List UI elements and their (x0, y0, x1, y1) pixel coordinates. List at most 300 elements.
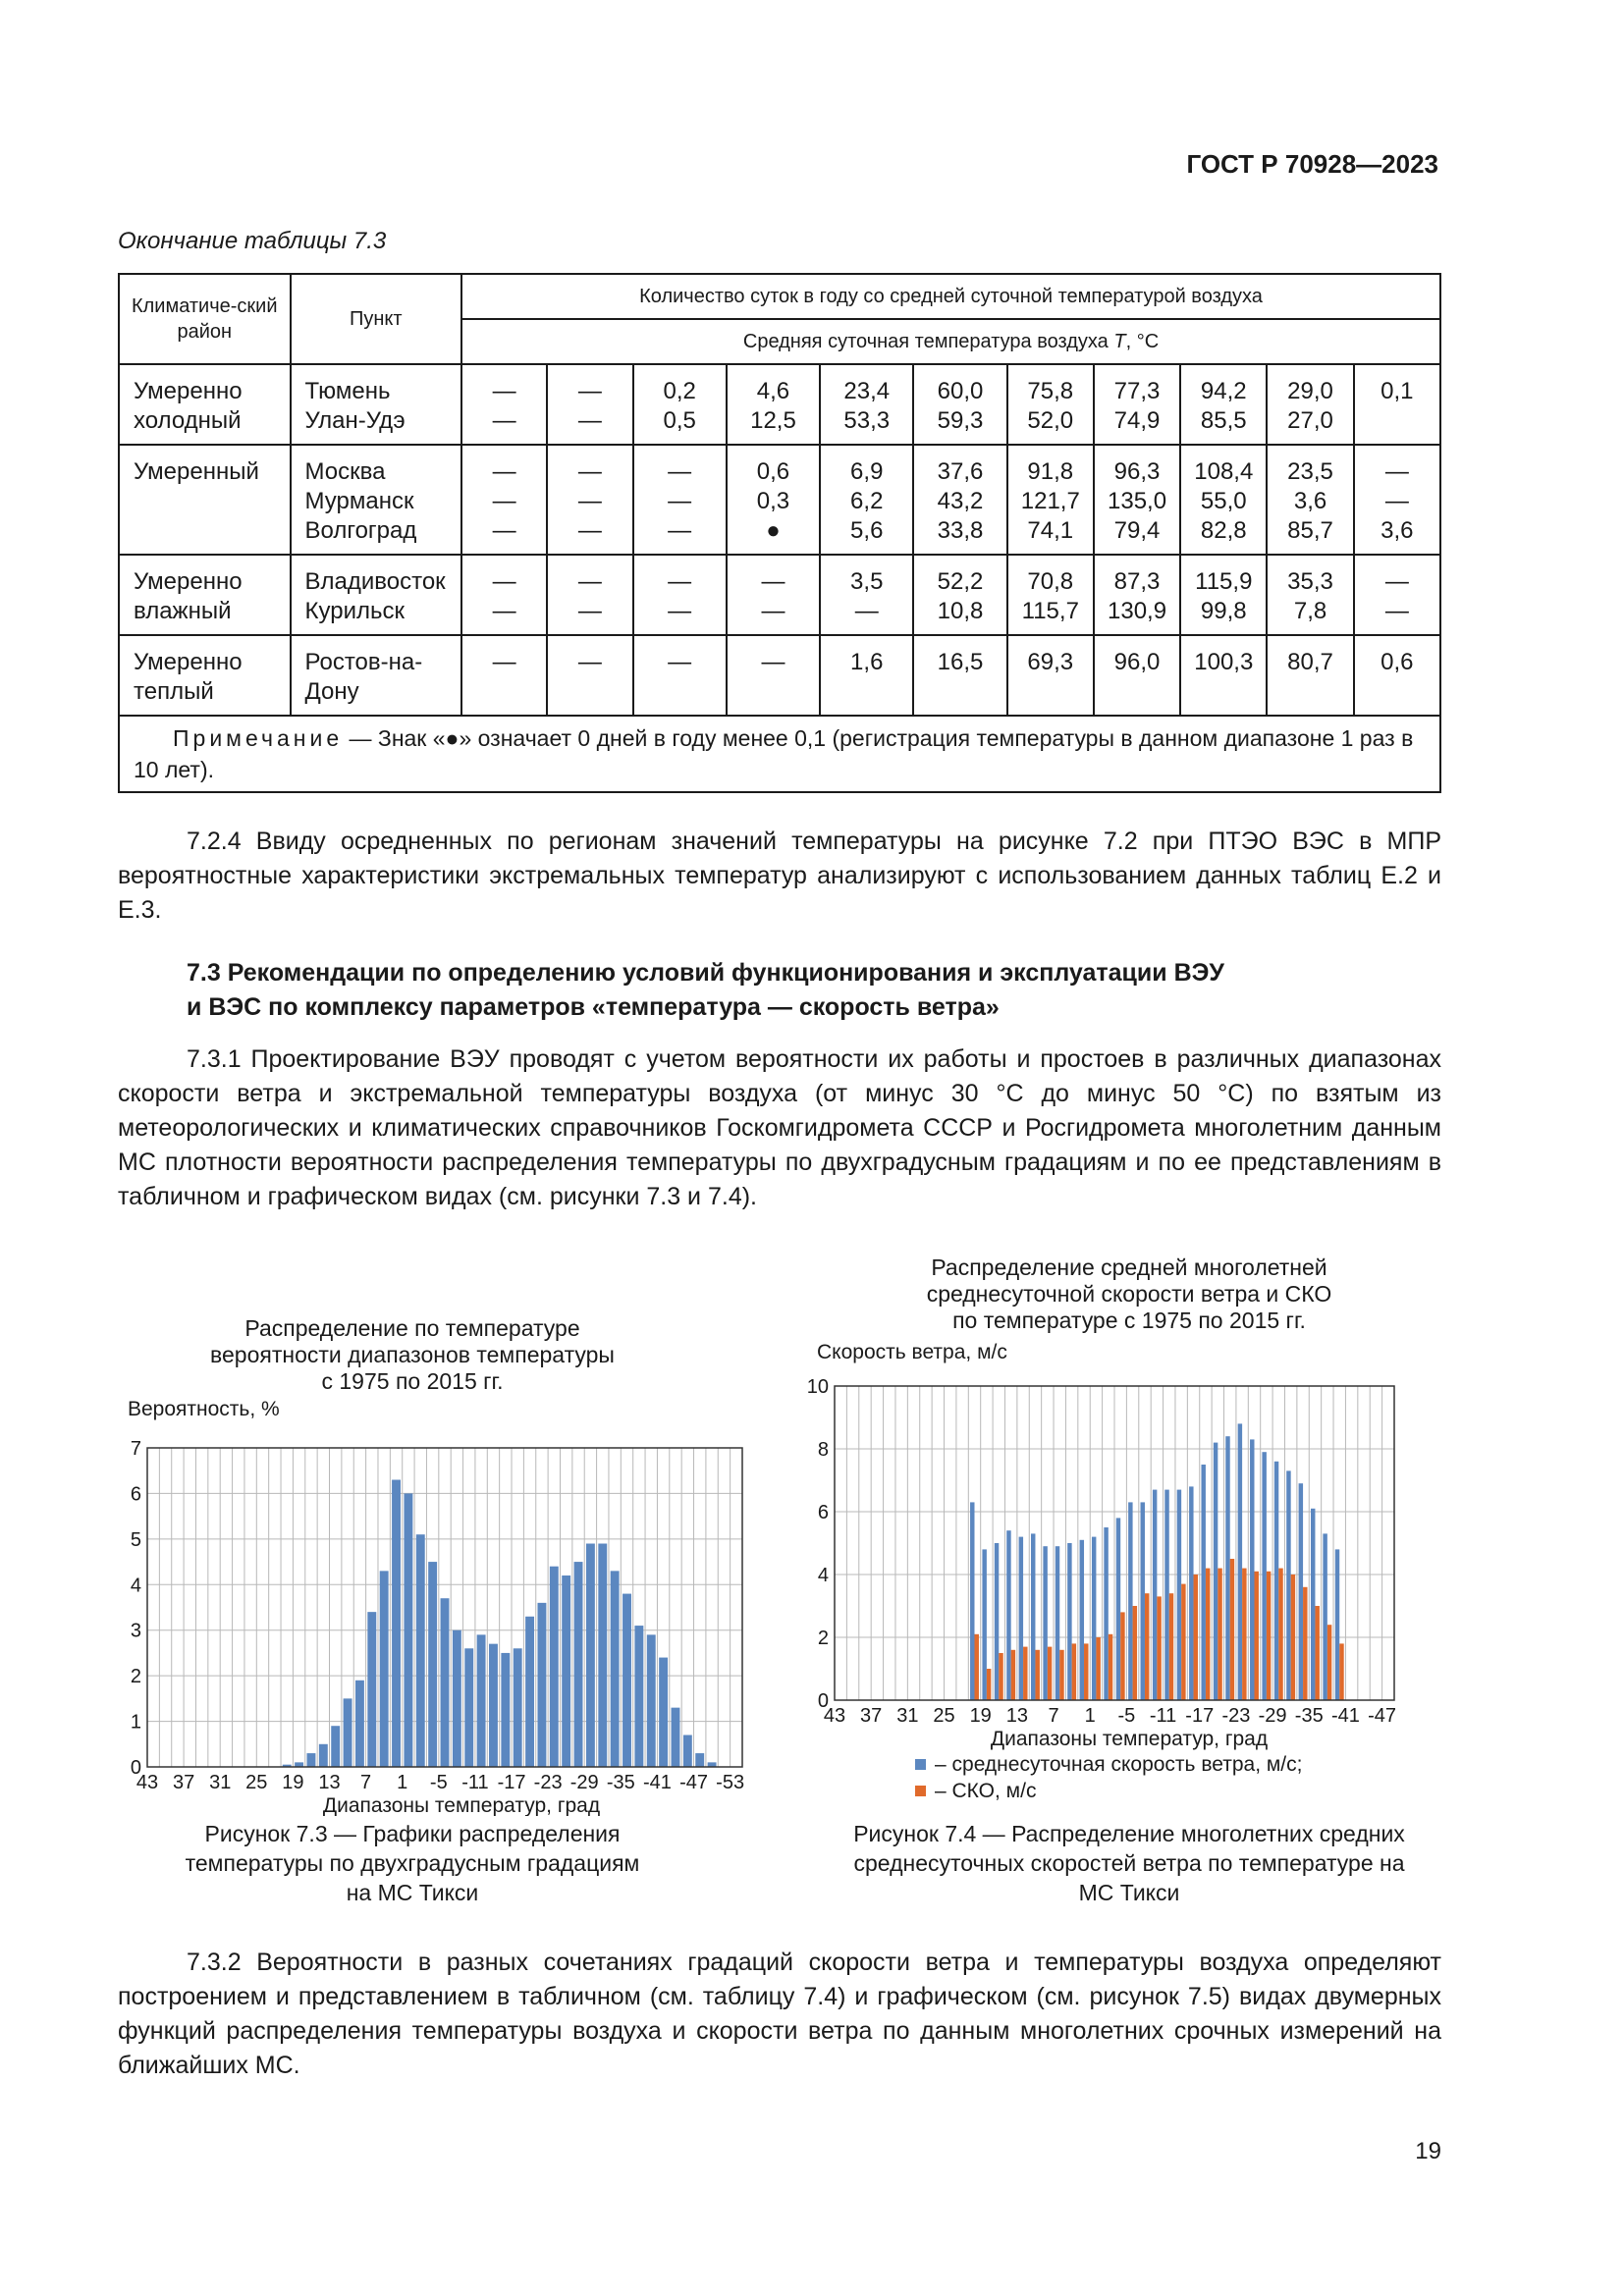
value: — (761, 598, 785, 624)
cell-value (820, 555, 913, 635)
bar (1335, 1549, 1339, 1700)
cell-value (1354, 445, 1440, 555)
legend-swatch (915, 1759, 926, 1770)
bar (1274, 1462, 1278, 1700)
value: — (577, 378, 602, 404)
cell-value (547, 555, 632, 635)
value: 70,8 (1027, 568, 1074, 595)
value (1357, 406, 1437, 436)
bar (501, 1653, 510, 1767)
value: — (492, 568, 516, 595)
x-tick-label: 25 (933, 1705, 955, 1727)
cell-point (291, 555, 462, 635)
x-tick-label: -17 (1185, 1705, 1215, 1727)
cell-value (1180, 635, 1267, 716)
header-region: Климатиче-ский район (119, 274, 291, 364)
x-tick-label: -23 (533, 1772, 563, 1793)
x-tick-label: 19 (969, 1705, 992, 1727)
value: 77,3 (1113, 378, 1161, 404)
value: 74,1 (1027, 517, 1074, 544)
bar (525, 1617, 534, 1767)
cell-value (1354, 555, 1440, 635)
region-line: Умеренный (134, 458, 259, 485)
x-tick-label: 7 (360, 1772, 372, 1793)
value: — (668, 649, 692, 675)
region-line: Умеренно (134, 649, 243, 675)
value: — (492, 488, 516, 514)
header-sub-prefix: Средняя суточная температура воздуха (742, 331, 1114, 352)
cell-value (461, 364, 547, 445)
point-line: Дону (304, 678, 359, 705)
bar (1315, 1606, 1319, 1700)
point-line: Улан-Удэ (304, 407, 406, 434)
value: 79,4 (1113, 517, 1161, 544)
bar (344, 1698, 352, 1767)
x-tick-label: 37 (860, 1705, 883, 1727)
value: 82,8 (1200, 517, 1247, 544)
cell-value (1094, 635, 1180, 716)
section-7-3-title (187, 956, 1443, 1025)
point-line: Курильск (304, 598, 405, 624)
y-tick-label: 7 (130, 1438, 141, 1460)
region-line: Умеренно (134, 568, 243, 595)
cell-value (820, 364, 913, 445)
value: 135,0 (1108, 488, 1167, 514)
bar (672, 1708, 680, 1767)
bar (1023, 1647, 1027, 1700)
bar (441, 1598, 450, 1767)
table-body (119, 274, 1440, 792)
region-line: Умеренно (134, 378, 243, 404)
x-axis-label: Диапазоны температур, град (322, 1794, 601, 1816)
bar (1311, 1509, 1315, 1700)
bar (1141, 1502, 1145, 1700)
cell-value (461, 635, 547, 716)
value: 69,3 (1027, 649, 1074, 675)
bar (647, 1634, 656, 1767)
y-axis-label: Вероятность, % (128, 1398, 280, 1420)
bar (1059, 1650, 1063, 1700)
value: 3,5 (850, 568, 884, 595)
bar (1116, 1518, 1120, 1700)
bar (1278, 1569, 1282, 1700)
bar (477, 1634, 486, 1767)
point-line: Волгоград (304, 517, 417, 544)
bar (1181, 1584, 1185, 1700)
cell-value (727, 445, 820, 555)
value: 0,5 (663, 407, 696, 434)
cell-value (547, 635, 632, 716)
bar (453, 1630, 461, 1767)
page-number: 19 (1415, 2138, 1441, 2164)
bar (1206, 1569, 1210, 1700)
x-tick-label: 25 (245, 1772, 268, 1793)
value: 115,9 (1195, 568, 1253, 595)
value: 29,0 (1287, 378, 1333, 404)
cell-value (1007, 364, 1094, 445)
value: — (577, 598, 602, 624)
value: 0,6 (756, 458, 790, 485)
x-tick-label: -11 (461, 1772, 489, 1793)
cell-value (1267, 364, 1353, 445)
legend-label: – среднесуточная скорость ветра, м/с; (935, 1753, 1303, 1776)
paragraph-7-3-2: 7.3.2 Вероятности в разных сочетаниях градаций скорости ветра и температуры воздуха определяют построением и представлением в табличном (см. таблицу 7.4) и графическом (см. рисунок 7.5) видах двумерных функций распределения температуры воздуха и скорости ветра по данным многолетних срочных измерений на ближайших МС. (118, 1949, 1441, 2079)
x-tick-label: -5 (1117, 1705, 1136, 1727)
x-tick-label: -17 (497, 1772, 526, 1793)
value: 0,6 (1380, 649, 1414, 675)
x-tick-label: 1 (1084, 1705, 1096, 1727)
cell-value (461, 555, 547, 635)
chart2-title-line: по температуре с 1975 по 2015 гг. (952, 1308, 1306, 1333)
region-line: влажный (134, 598, 232, 624)
value: 87,3 (1113, 568, 1161, 595)
table-row (119, 364, 1440, 445)
region-line: теплый (134, 678, 214, 705)
value: — (492, 649, 516, 675)
section-title-line-2: и ВЭС по комплексу параметров «температура — скорость ветра» (187, 993, 1000, 1021)
x-tick-label: -41 (642, 1772, 672, 1793)
bar (1194, 1575, 1198, 1700)
value: 74,9 (1113, 407, 1161, 434)
value: 3,6 (1380, 517, 1414, 544)
bar (1218, 1569, 1221, 1700)
fig74-caption-line: МС Тикси (1078, 1880, 1180, 1905)
bar (995, 1543, 999, 1700)
table-row (119, 555, 1440, 635)
y-tick-label: 4 (817, 1565, 829, 1586)
bar (623, 1594, 631, 1767)
y-tick-label: 6 (817, 1502, 829, 1523)
cell-value (913, 445, 1006, 555)
bar (537, 1603, 546, 1767)
value: 94,2 (1200, 378, 1247, 404)
y-tick-label: 1 (130, 1711, 141, 1734)
cell-value (1180, 445, 1267, 555)
x-tick-label: 43 (135, 1772, 159, 1793)
x-tick-label: -23 (1221, 1705, 1251, 1727)
bar (1153, 1490, 1157, 1700)
bar (1303, 1587, 1307, 1700)
value: — (577, 407, 602, 434)
x-tick-label: -47 (679, 1772, 708, 1793)
value: 10,8 (937, 598, 984, 624)
data-table (118, 273, 1441, 793)
value: 3,6 (1293, 488, 1327, 514)
cell-value (913, 364, 1006, 445)
bar (392, 1480, 401, 1768)
note-label: Примечание (173, 725, 344, 751)
x-tick-label: 13 (318, 1772, 341, 1793)
cell-value (1267, 635, 1353, 716)
bar (1157, 1596, 1161, 1700)
table-caption: Окончание таблицы 7.3 (118, 228, 387, 254)
y-tick-label: 2 (130, 1666, 141, 1688)
cell-region (119, 555, 291, 635)
y-tick-label: 5 (130, 1528, 141, 1551)
value: — (577, 517, 602, 544)
cell-value (727, 555, 820, 635)
value: 16,5 (937, 649, 984, 675)
cell-value (1180, 364, 1267, 445)
bar (1031, 1533, 1035, 1700)
bar (1177, 1490, 1181, 1700)
value: 80,7 (1287, 649, 1333, 675)
bar (1267, 1572, 1271, 1700)
point-line: Москва (304, 458, 386, 485)
value: — (577, 458, 602, 485)
value: 91,8 (1027, 458, 1074, 485)
x-tick-label: -29 (569, 1772, 599, 1793)
value: 6,9 (850, 458, 884, 485)
value: 27,0 (1287, 407, 1333, 434)
value: 60,0 (937, 378, 984, 404)
chart1-title-line: с 1975 по 2015 гг. (321, 1368, 504, 1394)
value: 52,2 (937, 568, 984, 595)
point-line: Владивосток (304, 568, 446, 595)
cell-value (1180, 555, 1267, 635)
bar (1133, 1606, 1137, 1700)
value: — (492, 407, 516, 434)
legend-swatch (915, 1786, 926, 1796)
bar (416, 1534, 425, 1767)
value: 0,2 (663, 378, 696, 404)
bar (1225, 1436, 1229, 1700)
table-row (119, 635, 1440, 716)
chart2-title (854, 1255, 1404, 1334)
fig74-caption-line: Рисунок 7.4 — Распределение многолетних средних (853, 1821, 1405, 1846)
value: 23,5 (1287, 458, 1333, 485)
bar (1323, 1533, 1326, 1700)
bar (550, 1567, 559, 1767)
bar (1048, 1647, 1052, 1700)
bar (1084, 1643, 1088, 1700)
value: 53,3 (843, 407, 891, 434)
bar (404, 1493, 412, 1767)
bar (464, 1648, 473, 1767)
x-tick-label: -41 (1330, 1705, 1360, 1727)
chart1-title-line: Распределение по температуре (244, 1315, 580, 1341)
bar (982, 1549, 986, 1700)
value: — (1384, 598, 1409, 624)
value: 55,0 (1200, 488, 1247, 514)
value: 23,4 (843, 378, 891, 404)
cell-value (633, 635, 727, 716)
figure-7-3-caption (157, 1819, 668, 1907)
cell-value (820, 445, 913, 555)
bar (1238, 1423, 1242, 1700)
value: — (668, 488, 692, 514)
bar (1255, 1572, 1259, 1700)
x-tick-label: 19 (282, 1772, 304, 1793)
cell-value (1007, 635, 1094, 716)
value: 115,7 (1021, 598, 1079, 624)
cell-value (633, 555, 727, 635)
bar (1067, 1543, 1071, 1700)
value: 85,7 (1287, 517, 1333, 544)
cell-value (547, 364, 632, 445)
bar (683, 1735, 692, 1768)
value: — (761, 649, 785, 675)
value: — (1384, 568, 1409, 595)
bar (1096, 1637, 1100, 1700)
chart1-title-line: вероятности диапазонов температуры (210, 1342, 615, 1367)
bar (1242, 1569, 1246, 1700)
value: 1,6 (850, 649, 884, 675)
note-text: — Знак «●» означает 0 дней в году менее 0,1 (регистрация температуры в данном диапазоне 1 раз в 10 лет). (134, 725, 1414, 782)
header-sub-span (461, 319, 1440, 364)
bar (634, 1626, 643, 1767)
y-tick-label: 6 (130, 1483, 141, 1506)
cell-value (547, 445, 632, 555)
cell-value (633, 445, 727, 555)
bar (307, 1753, 316, 1767)
cell-value (1094, 555, 1180, 635)
value: — (1384, 488, 1409, 514)
value: 0,1 (1380, 378, 1414, 404)
y-tick-label: 8 (817, 1439, 829, 1461)
value: 6,2 (850, 488, 884, 514)
bar (1128, 1502, 1132, 1700)
x-tick-label: 37 (172, 1772, 195, 1793)
header-point: Пункт (291, 274, 462, 364)
cell-value (1267, 555, 1353, 635)
y-tick-label: 3 (130, 1620, 141, 1642)
cell-point (291, 635, 462, 716)
x-tick-label: 13 (1005, 1705, 1028, 1727)
value: 52,0 (1027, 407, 1074, 434)
region-line: холодный (134, 407, 242, 434)
value: 37,6 (937, 458, 984, 485)
value: — (1384, 458, 1409, 485)
y-tick-label: 0 (817, 1690, 829, 1712)
header-top-span: Количество суток в году со средней суточной температурой воздуха (461, 274, 1440, 319)
bar (598, 1544, 607, 1768)
cell-region (119, 364, 291, 445)
bar (428, 1562, 437, 1767)
value: 96,3 (1113, 458, 1161, 485)
table-row (119, 445, 1440, 555)
bar (987, 1669, 991, 1700)
cell-value (1354, 364, 1440, 445)
value: 33,8 (937, 517, 984, 544)
cell-value (913, 555, 1006, 635)
value: 100,3 (1194, 649, 1254, 675)
bar (695, 1753, 704, 1767)
chart1-title (147, 1315, 677, 1395)
cell-value (1354, 635, 1440, 716)
bar (355, 1681, 364, 1767)
bar (1250, 1439, 1254, 1700)
value: — (577, 488, 602, 514)
bar (1092, 1537, 1096, 1700)
section-title-line-1: 7.3 Рекомендации по определению условий функционирования и эксплуатации ВЭУ (187, 959, 1224, 987)
x-tick-label: -5 (429, 1772, 448, 1793)
cell-value (1094, 445, 1180, 555)
bar (367, 1612, 376, 1767)
bar (586, 1544, 595, 1768)
value: — (668, 568, 692, 595)
bar (380, 1571, 389, 1767)
header-sub-var: T (1113, 331, 1126, 352)
value: 7,8 (1293, 598, 1327, 624)
bar (1201, 1465, 1205, 1700)
x-tick-label: -29 (1258, 1705, 1287, 1727)
bar (1339, 1643, 1343, 1700)
cell-region (119, 635, 291, 716)
bar (1035, 1650, 1039, 1700)
bar (514, 1648, 522, 1767)
cell-value (461, 445, 547, 555)
cell-value (1267, 445, 1353, 555)
paragraph-7-3-1: 7.3.1 Проектирование ВЭУ проводят с учетом вероятности их работы и простоев в различных диапазонах скорости ветра и экстремальной температуры воздуха (от минус 30 °С до минус 50 °С) по взятым из метеорологических и климатических справочников Госкомгидромета СССР и Росгидромета многолетним данным МС плотности вероятности распределения температуры по двухградусным градациям и по ее представлениям в табличном и графическом видах (см. рисунки 7.3 и 7.4). (118, 1045, 1441, 1210)
value: — (854, 598, 879, 624)
bar (1286, 1470, 1290, 1700)
cell-point (291, 445, 462, 555)
y-tick-label: 2 (817, 1628, 829, 1649)
cell-value (1007, 445, 1094, 555)
x-tick-label: -53 (716, 1772, 745, 1793)
bar (1327, 1625, 1331, 1700)
cell-value (727, 364, 820, 445)
value: 85,5 (1200, 407, 1247, 434)
value: 121,7 (1020, 488, 1080, 514)
bar (1006, 1530, 1010, 1700)
value: ● (766, 517, 781, 544)
value: 108,4 (1194, 458, 1254, 485)
table-note-row (119, 716, 1440, 792)
x-tick-label: 1 (397, 1772, 408, 1793)
x-tick-label: -47 (1368, 1705, 1397, 1727)
bar (1189, 1486, 1193, 1700)
value: 130,9 (1108, 598, 1167, 624)
y-tick-label: 10 (806, 1376, 829, 1398)
bar (1056, 1546, 1059, 1700)
value: — (492, 517, 516, 544)
bar (1145, 1593, 1149, 1700)
bar (1011, 1650, 1015, 1700)
x-tick-label: 31 (896, 1705, 919, 1727)
y-tick-label: 0 (130, 1757, 141, 1779)
bar (1291, 1575, 1295, 1700)
fig73-caption-line: на МС Тикси (346, 1880, 479, 1905)
bar (1299, 1483, 1303, 1700)
bar (1214, 1443, 1218, 1700)
value: — (668, 598, 692, 624)
bar (1164, 1490, 1168, 1700)
bar (562, 1575, 570, 1767)
table-note (119, 716, 1440, 792)
x-tick-label: -35 (1294, 1705, 1324, 1727)
cell-value (820, 635, 913, 716)
x-tick-label: -11 (1149, 1705, 1177, 1727)
value: — (492, 378, 516, 404)
chart1-probability (118, 1394, 766, 1816)
bar (1120, 1612, 1124, 1700)
value: 43,2 (937, 488, 984, 514)
point-line: Тюмень (304, 378, 391, 404)
value: 99,8 (1200, 598, 1247, 624)
cell-value (1007, 555, 1094, 635)
value: 0,3 (756, 488, 790, 514)
value: 5,6 (850, 517, 884, 544)
bar (1230, 1559, 1234, 1700)
point-line: Мурманск (304, 488, 414, 514)
cell-value (633, 364, 727, 445)
fig73-caption-line: температуры по двухградусным градациям (185, 1850, 640, 1876)
value: 75,8 (1027, 378, 1074, 404)
fig74-caption-line: среднесуточных скоростей ветра по температуре на (853, 1850, 1405, 1876)
bar (1262, 1452, 1266, 1700)
